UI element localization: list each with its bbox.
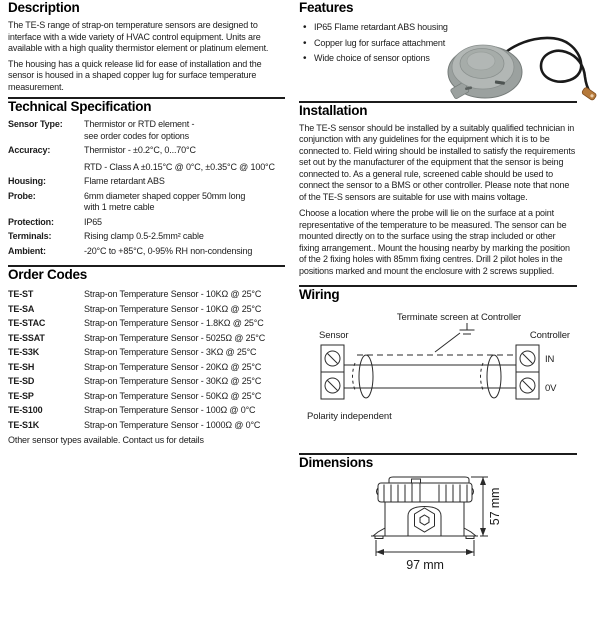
order-code: TE-SD xyxy=(8,376,35,386)
spec-label: Accuracy: xyxy=(8,145,51,155)
installation-paragraph-2: Choose a location where the probe will lie on the surface at a point representative of the temperature to be measured. The sensor can be mounted directly on to the surface using the strap included or other fixing arrangement.. Mount the housing nearby by marking the position of the 2 fixing holes with 85mm fixing centres. Drill 2 pilot holes in the positions marked and mount the enclosure with 2 screws supplied. xyxy=(299,208,570,276)
spec-value-line: Flame retardant ABS xyxy=(84,176,165,186)
spec-label: Sensor Type: xyxy=(8,119,63,129)
feature-item: • IP65 Flame retardant ABS housing xyxy=(303,20,577,36)
order-row xyxy=(8,331,285,346)
spec-value-line: Thermistor - ±0.2°C, 0...70°C xyxy=(84,145,196,155)
left-column xyxy=(8,0,285,447)
dimensions-drawing xyxy=(299,475,577,575)
order-row xyxy=(8,403,285,418)
sensor-terminal-block xyxy=(321,345,344,399)
order-code: TE-SH xyxy=(8,361,35,372)
order-desc: Strap-on Temperature Sensor - 1.8KΩ @ 25°C xyxy=(84,318,264,328)
order-codes-title: Order Codes xyxy=(8,267,88,282)
wiring-title: Wiring xyxy=(299,287,340,302)
feature-item: • Wide choice of sensor options xyxy=(303,51,577,67)
controller-terminal-block xyxy=(516,345,539,399)
order-desc: Strap-on Temperature Sensor - 10KΩ @ 25°C xyxy=(84,303,262,314)
right-column xyxy=(299,0,577,575)
order-codes-note: Other sensor types available. Contact us for details xyxy=(8,435,204,445)
spec-value-line: RTD - Class A ±0.15°C @ 0°C, ±0.35°C @ 100°C xyxy=(84,161,275,172)
width-dimension xyxy=(376,540,474,556)
order-desc: Strap-on Temperature Sensor - 10KΩ @ 25°C xyxy=(84,289,262,299)
wires xyxy=(344,365,516,388)
ground-leader-line xyxy=(435,333,460,352)
order-row xyxy=(8,389,285,404)
cable-screen xyxy=(353,355,517,398)
spec-value xyxy=(84,246,285,258)
spec-row xyxy=(8,231,285,243)
order-row xyxy=(8,302,285,317)
wiring-sensor-label: Sensor xyxy=(319,330,349,341)
spec-value-line: with 1 metre cable xyxy=(84,202,155,212)
dimensions-title: Dimensions xyxy=(299,455,374,470)
order-row xyxy=(8,287,285,302)
wiring-0v-label: 0V xyxy=(545,383,557,394)
order-code: TE-STAC xyxy=(8,318,46,328)
spec-value-line: see order codes for options xyxy=(84,130,190,141)
spec-value-line: Rising clamp 0.5-2.5mm² cable xyxy=(84,231,204,241)
order-code: TE-S1K xyxy=(8,419,40,430)
spec-value xyxy=(84,191,285,214)
order-desc: Strap-on Temperature Sensor - 50KΩ @ 25°C xyxy=(84,390,262,401)
order-code: TE-SSAT xyxy=(8,332,45,343)
spec-value xyxy=(84,176,285,188)
spec-table xyxy=(8,119,285,257)
spec-label: Housing: xyxy=(8,176,46,186)
order-desc: Strap-on Temperature Sensor - 3KΩ @ 25°C xyxy=(84,347,257,357)
installation-title: Installation xyxy=(299,102,368,118)
order-desc: Strap-on Temperature Sensor - 100Ω @ 0°C xyxy=(84,405,256,415)
spec-value-line: Thermistor or RTD element - xyxy=(84,119,195,129)
spec-value xyxy=(84,231,285,243)
spec-value xyxy=(84,145,285,173)
installation-paragraph-1: The TE-S sensor should be installed by a suitably qualified technician in conjunction with any guidelines for the equipment which it is to be connected to. Field wiring should be installed to satisfy the requirements set out by the manufacturer of the equipment that the sensor is being connected to. As a general rule, screened cable should be used to connect the sensor to a BMS or other controller. Please note that none of the TE-S sensors are suitable for use with mains voltage. xyxy=(299,122,576,202)
spec-row xyxy=(8,246,285,258)
order-desc: Strap-on Temperature Sensor - 1000Ω @ 0°C xyxy=(84,419,261,430)
order-code: TE-SA xyxy=(8,303,35,314)
wiring-diagram xyxy=(299,307,577,425)
wiring-terminate-label: Terminate screen at Controller xyxy=(396,312,522,323)
width-dimension-label: 97 mm xyxy=(406,558,444,572)
height-dimension-label: 57 mm xyxy=(488,487,502,526)
product-copper-lug xyxy=(581,87,597,101)
order-desc: Strap-on Temperature Sensor - 30KΩ @ 25°C xyxy=(84,376,262,386)
spec-row xyxy=(8,191,285,214)
technical-specification-title: Technical Specification xyxy=(8,99,152,114)
features-title: Features xyxy=(299,0,354,15)
spec-row xyxy=(8,119,285,142)
spec-label: Terminals: xyxy=(8,231,52,241)
product-photo xyxy=(445,30,598,104)
order-row xyxy=(8,316,285,331)
order-codes-table xyxy=(8,287,285,432)
spec-row xyxy=(8,145,285,173)
wiring-in-label: IN xyxy=(545,354,555,365)
spec-value-line: IP65 xyxy=(84,216,102,227)
wiring-polarity-label: Polarity independent xyxy=(307,411,392,422)
order-row xyxy=(8,360,285,375)
spec-value-line: 6mm diameter shaped copper 50mm long xyxy=(84,190,246,201)
order-code: TE-S3K xyxy=(8,347,40,357)
order-row xyxy=(8,345,285,360)
order-code: TE-ST xyxy=(8,289,34,299)
order-code: TE-S100 xyxy=(8,405,43,415)
product-housing xyxy=(448,45,522,99)
spec-label: Ambient: xyxy=(8,245,46,256)
feature-item: • Copper lug for surface attachment xyxy=(303,36,577,52)
order-row xyxy=(8,418,285,433)
spec-row xyxy=(8,217,285,229)
enclosure-outline xyxy=(371,477,478,539)
spec-label: Probe: xyxy=(8,190,36,201)
ground-icon xyxy=(460,323,475,334)
spec-value xyxy=(84,217,285,229)
spec-value xyxy=(84,119,285,142)
description-title: Description xyxy=(8,0,80,15)
spec-row xyxy=(8,176,285,188)
spec-value-line: -20°C to +85°C, 0-95% RH non-condensing xyxy=(84,245,253,256)
order-row xyxy=(8,374,285,389)
wiring-controller-label: Controller xyxy=(529,330,570,341)
description-paragraph-2: The housing has a quick release lid for ease of installation and the sensor is housed in a shaped copper lug for surface temperature measurement. xyxy=(8,58,262,92)
order-desc: Strap-on Temperature Sensor - 20KΩ @ 25°C xyxy=(84,361,262,372)
description-paragraph-1: The TE-S range of strap-on temperature sensors are designed to interface with a wide variety of HVAC control equipment. Units are available with a high quality thermistor element or platinum element. xyxy=(8,20,269,53)
spec-label: Protection: xyxy=(8,216,54,227)
order-code: TE-SP xyxy=(8,390,34,401)
height-dimension xyxy=(471,477,488,536)
order-desc: Strap-on Temperature Sensor - 5025Ω @ 25°C xyxy=(84,332,266,343)
